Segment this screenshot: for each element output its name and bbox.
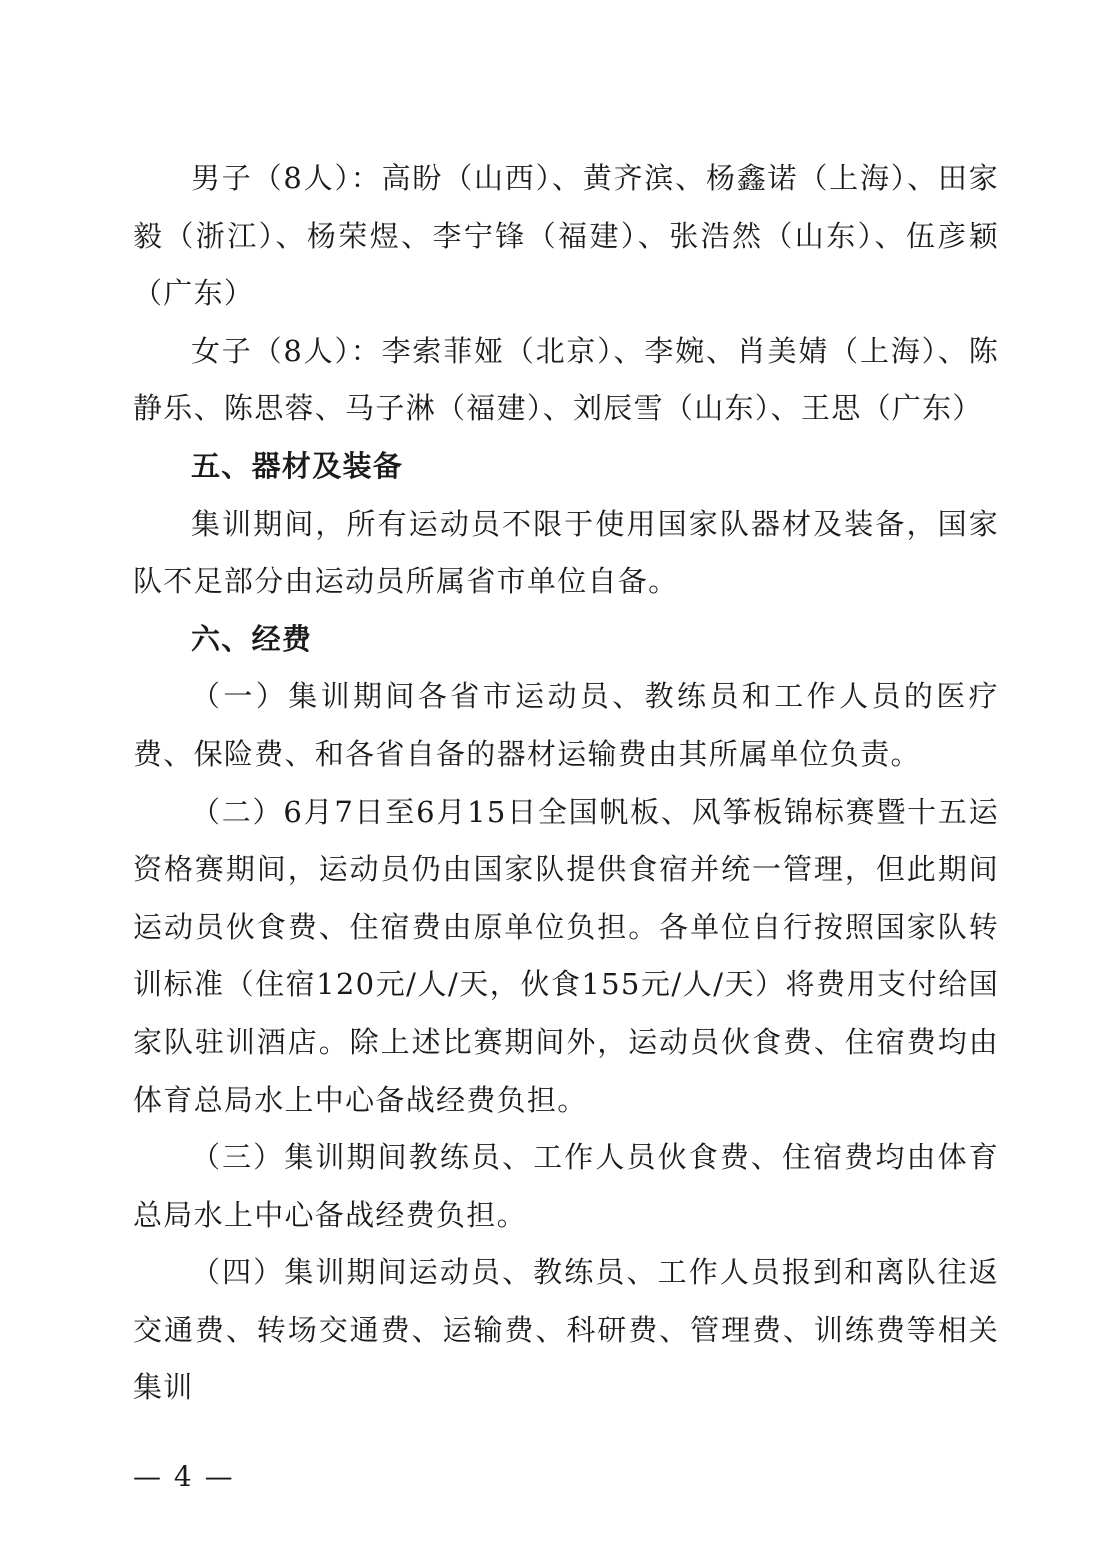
paragraph-equipment: 集训期间，所有运动员不限于使用国家队器材及装备，国家队不足部分由运动员所属省市单位自备。	[133, 506, 999, 599]
paragraph-funding-2: （二）6月7日至6月15日全国帆板、风筝板锦标赛暨十五运资格赛期间，运动员仍由国家队提供食宿并统一管理，但此期间运动员伙食费、住宿费由原单位负担。各单位自行按照国家队转训标准（住宿120元/人/天，伙食155元/人/天）将费用支付给国家队驻训酒店。除上述比赛期间外，运动员伙食费、住宿费均由体育总局水上中心备战经费负担。	[133, 794, 999, 1117]
section-heading-equipment: 五、器材及装备	[191, 448, 404, 483]
page-number: — 4 —	[133, 1460, 235, 1493]
document-body	[133, 150, 999, 1417]
paragraph-female-roster: 女子（8人）：李索菲娅（北京）、李婉、肖美婧（上海）、陈静乐、陈思蓉、马子淋（福建）、刘辰雪（山东）、王思（广东）	[133, 333, 999, 426]
section-heading-funding: 六、经费	[191, 621, 313, 656]
paragraph-male-roster: 男子（8人）：高盼（山西）、黄齐滨、杨鑫诺（上海）、田家毅（浙江）、杨荣煜、李宁锋（福建）、张浩然（山东）、伍彦颖（广东）	[133, 161, 999, 311]
paragraph-funding-4: （四）集训期间运动员、教练员、工作人员报到和离队往返交通费、转场交通费、运输费、科研费、管理费、训练费等相关集训	[133, 1255, 999, 1405]
paragraph-funding-3: （三）集训期间教练员、工作人员伙食费、住宿费均由体育总局水上中心备战经费负担。	[133, 1140, 999, 1232]
paragraph-funding-1: （一）集训期间各省市运动员、教练员和工作人员的医疗费、保险费、和各省自备的器材运输费由其所属单位负责。	[133, 679, 999, 771]
